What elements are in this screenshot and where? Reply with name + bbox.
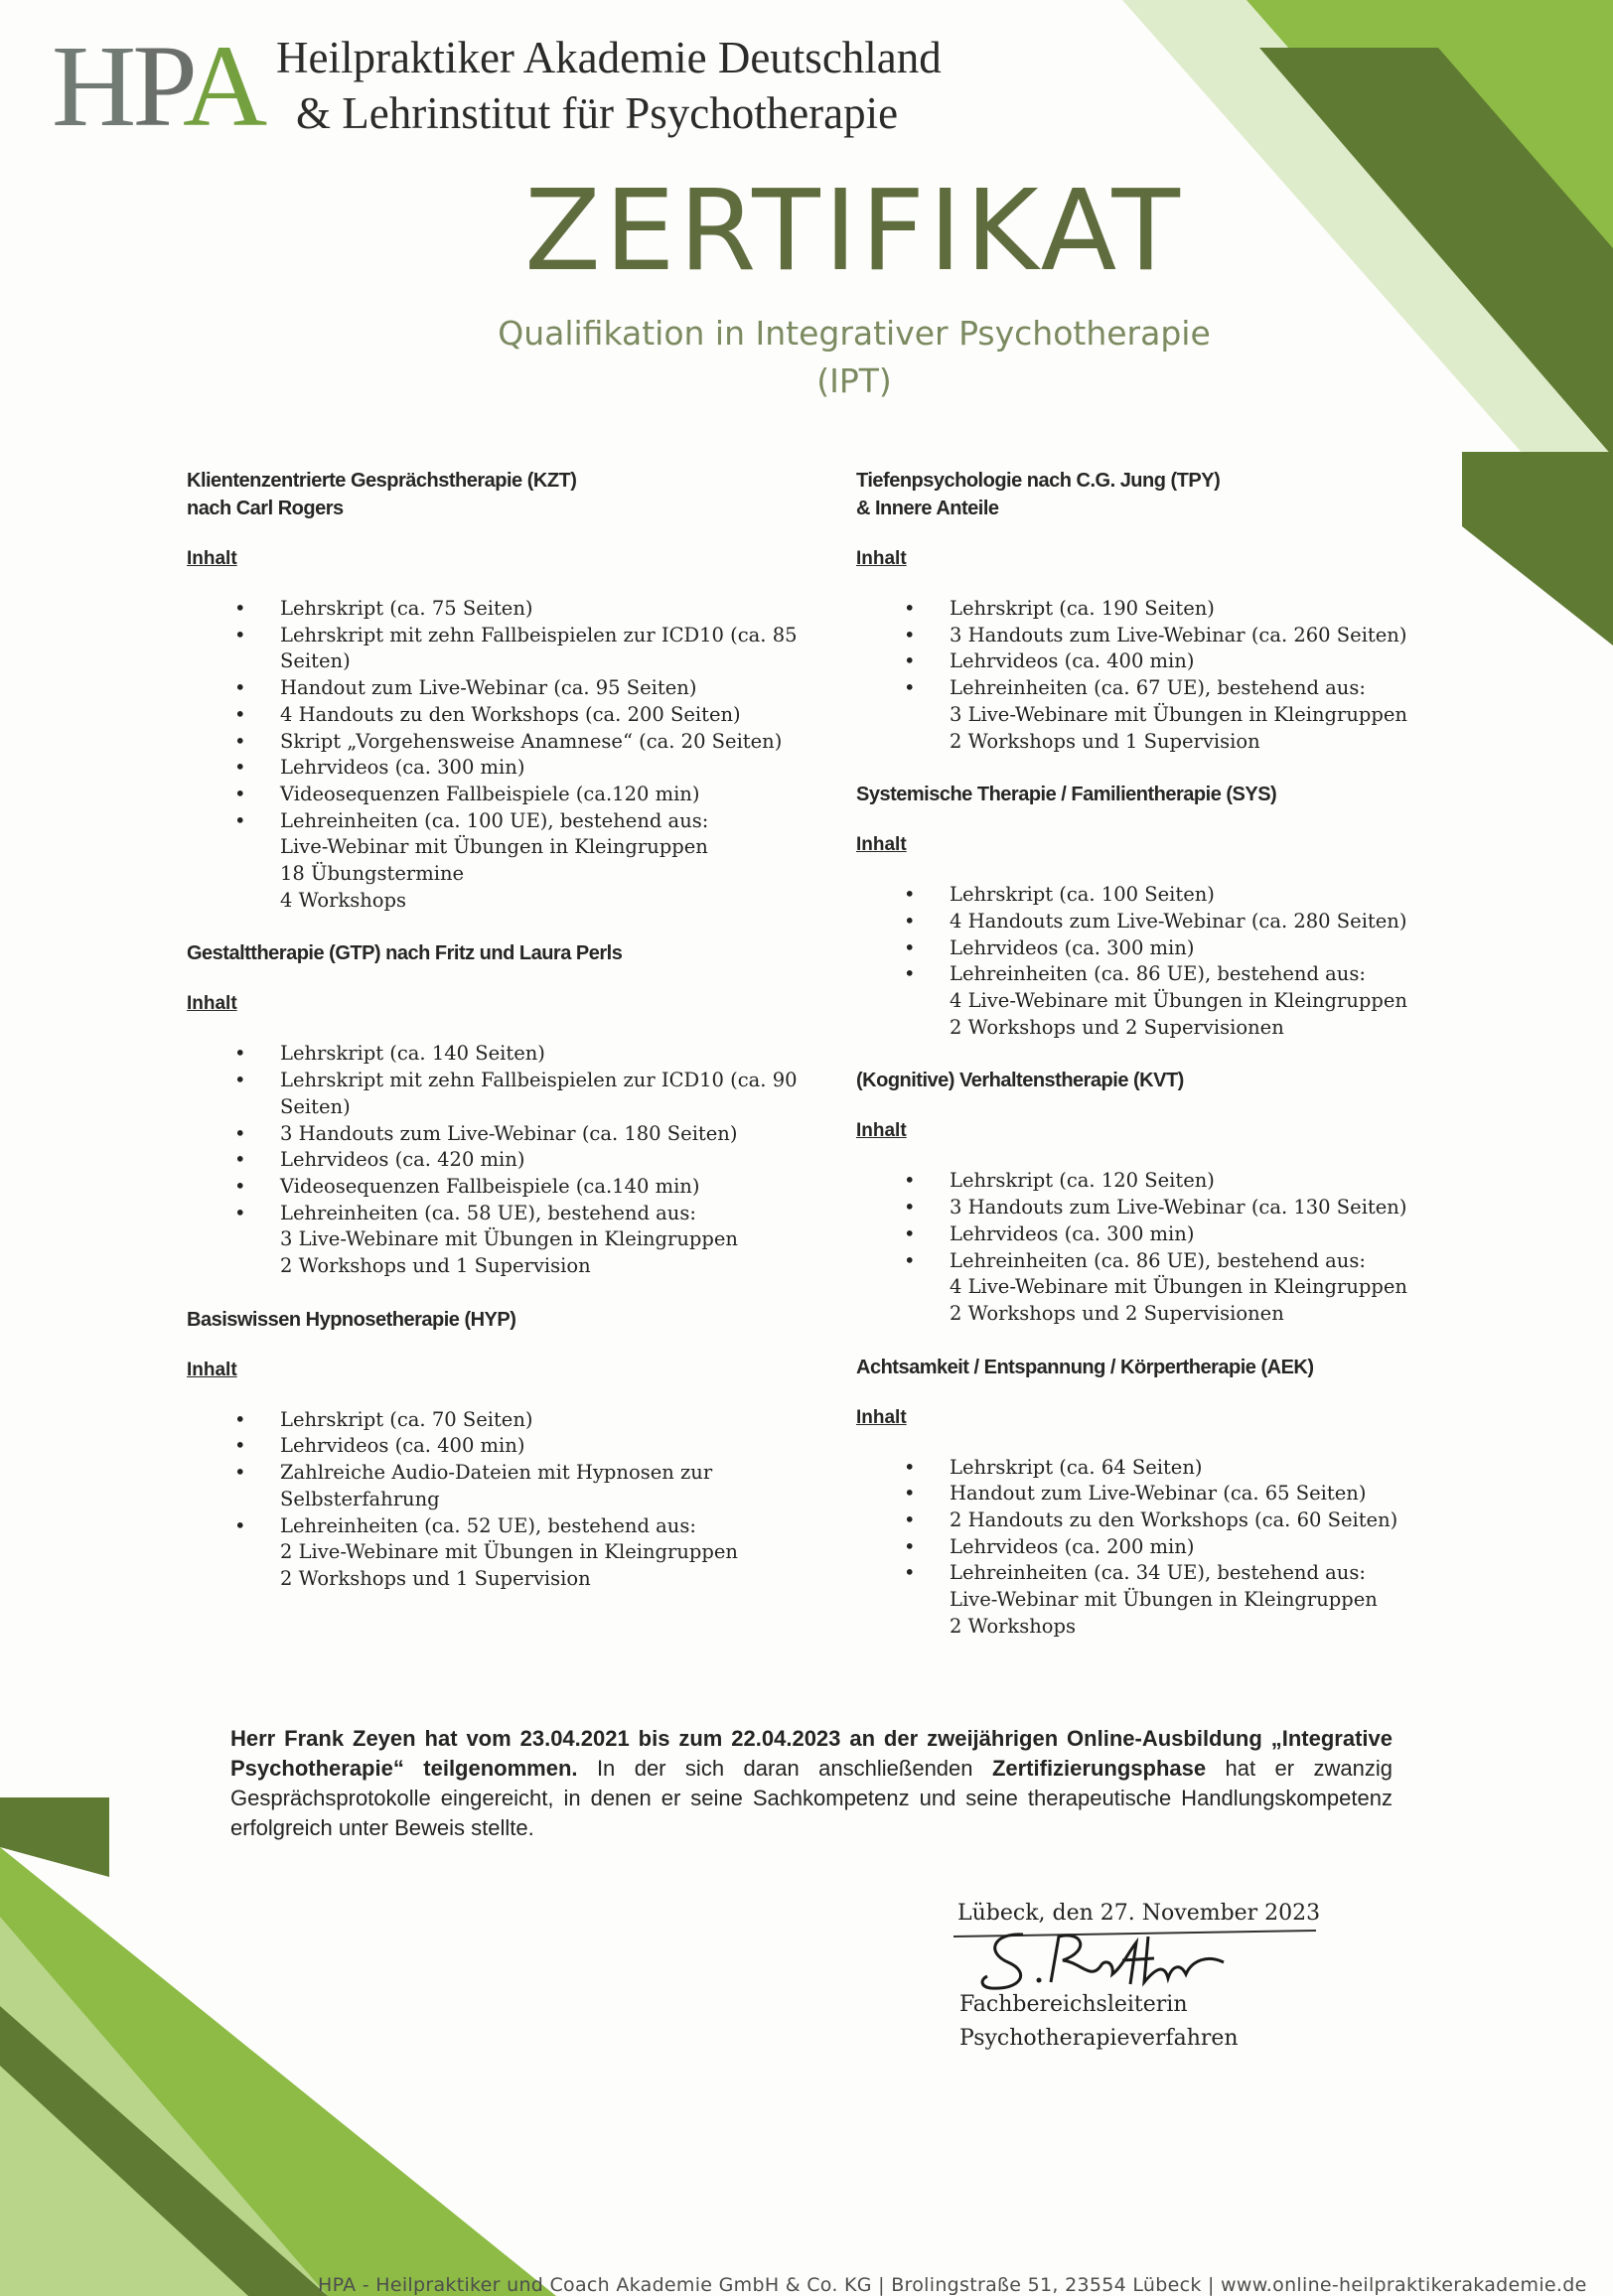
content-list	[856, 1168, 1492, 1327]
course-section-kzt	[187, 467, 822, 914]
content-label: Inhalt	[187, 993, 237, 1015]
list-item: • Lehreinheiten (ca. 67 UE), bestehend aus: 3 Live-Webinare mit Übungen in Kleingruppen 2 Workshops und 1 Supervision	[904, 676, 1407, 753]
footer-address: HPA - Heilpraktiker und Coach Akademie GmbH & Co. KG | Brolingstraße 51, 23554 Lübeck | www.online-heilpraktikerakademie.de	[318, 2274, 1587, 2296]
course-title: Systemische Therapie / Familientherapie (SYS)	[856, 784, 1277, 806]
list-item: • 3 Handouts zum Live-Webinar (ca. 180 Seiten)	[234, 1121, 738, 1145]
content-label: Inhalt	[187, 548, 237, 569]
list-item: • Lehreinheiten (ca. 100 UE), bestehend aus: Live-Webinar mit Übungen in Kleingruppen 18 Übungstermine 4 Workshops	[234, 808, 709, 912]
courses-left-column	[187, 467, 822, 1619]
list-item: • Lehreinheiten (ca. 34 UE), bestehend aus: Live-Webinar mit Übungen in Kleingruppen 2 Workshops	[904, 1561, 1378, 1638]
list-item: • Handout zum Live-Webinar (ca. 95 Seiten)	[234, 676, 697, 700]
hpa-logo-mark: HPA	[52, 21, 264, 151]
content-label: Inhalt	[856, 1120, 907, 1142]
course-title: Achtsamkeit / Entspannung / Körpertherapie (AEK)	[856, 1356, 1314, 1378]
list-item: • Lehrvideos (ca. 400 min)	[234, 1434, 525, 1458]
list-item: • 3 Handouts zum Live-Webinar (ca. 130 Seiten)	[904, 1196, 1407, 1220]
list-item: • Lehrskript (ca. 120 Seiten)	[904, 1169, 1215, 1193]
list-item: • 4 Handouts zum Live-Webinar (ca. 280 Seiten)	[904, 909, 1407, 933]
content-label: Inhalt	[856, 1406, 907, 1428]
list-item: • 4 Handouts zu den Workshops (ca. 200 Seiten)	[234, 702, 741, 726]
institute-name-line1: Heilpraktiker Akademie Deutschland	[276, 33, 942, 82]
course-title: Klientenzentrierte Gesprächstherapie (KZT) nach Carl Rogers	[187, 470, 577, 519]
content-list	[856, 1455, 1492, 1641]
list-item: • Lehrvideos (ca. 420 min)	[234, 1148, 525, 1172]
list-item: • Videosequenzen Fallbeispiele (ca.140 min)	[234, 1174, 700, 1198]
certificate-title: ZERTIFIKAT	[524, 167, 1184, 296]
completion-statement: Herr Frank Zeyen hat vom 23.04.2021 bis zum 22.04.2023 an der zweijährigen Online-Ausbildung „Integrative Psychotherapie“ teilgenommen. In der sich daran anschließenden Zertifizierungsphase hat er zwanzig Gesprächsprotokolle eingereicht, in denen er seine Sachkompetenz und seine therapeutische Handlungskompetenz erfolgreich unter Beweis stellte.	[230, 1726, 1393, 1840]
list-item: • Lehrskript mit zehn Fallbeispielen zur ICD10 (ca. 90 Seiten)	[234, 1069, 798, 1118]
content-list	[187, 1041, 822, 1279]
content-list	[856, 882, 1492, 1041]
course-section-hyp	[187, 1306, 822, 1593]
course-title: Tiefenpsychologie nach C.G. Jung (TPY) & Innere Anteile	[856, 470, 1221, 519]
course-section-gtp	[187, 939, 822, 1279]
list-item: • Lehrvideos (ca. 200 min)	[904, 1534, 1195, 1558]
content-list	[856, 596, 1492, 755]
list-item: • Lehrvideos (ca. 300 min)	[904, 935, 1195, 959]
list-item: • Lehreinheiten (ca. 86 UE), bestehend aus: 4 Live-Webinare mit Übungen in Kleingruppen 2 Workshops und 2 Supervisionen	[904, 1248, 1407, 1325]
course-section-kvt	[856, 1067, 1492, 1327]
content-list	[187, 596, 822, 914]
content-label: Inhalt	[187, 1359, 237, 1380]
list-item: • 2 Handouts zu den Workshops (ca. 60 Seiten)	[904, 1508, 1398, 1532]
list-item: • Lehrvideos (ca. 400 min)	[904, 649, 1195, 673]
list-item: • Handout zum Live-Webinar (ca. 65 Seiten)	[904, 1482, 1367, 1506]
list-item: • Lehrskript (ca. 75 Seiten)	[234, 597, 533, 620]
list-item: • Lehrskript mit zehn Fallbeispielen zur ICD10 (ca. 85 Seiten)	[234, 623, 798, 673]
list-item: • Videosequenzen Fallbeispiele (ca.120 min)	[234, 782, 700, 805]
list-item: • Lehrskript (ca. 140 Seiten)	[234, 1042, 545, 1066]
qualification-name: Qualifikation in Integrativer Psychotherapie	[498, 314, 1211, 353]
signatory-role: Fachbereichsleiterin Psychotherapieverfahren	[959, 1992, 1239, 2051]
list-item: • Lehrskript (ca. 190 Seiten)	[904, 597, 1215, 620]
course-title: Basiswissen Hypnosetherapie (HYP)	[187, 1308, 516, 1331]
course-section-tpy	[856, 467, 1492, 755]
course-title: Gestalttherapie (GTP) nach Fritz und Laura Perls	[187, 942, 623, 965]
list-item: • Lehreinheiten (ca. 52 UE), bestehend aus: 2 Live-Webinare mit Übungen in Kleingruppen 2 Workshops und 1 Supervision	[234, 1513, 738, 1590]
course-section-aek	[856, 1354, 1492, 1641]
list-item: • Lehrskript (ca. 70 Seiten)	[234, 1407, 533, 1431]
qualification-abbr: (IPT)	[816, 361, 892, 400]
institute-name-line2: & Lehrinstitut für Psychotherapie	[296, 88, 899, 138]
content-label: Inhalt	[856, 548, 907, 569]
list-item: • Lehreinheiten (ca. 86 UE), bestehend aus: 4 Live-Webinare mit Übungen in Kleingruppen 2 Workshops und 2 Supervisionen	[904, 962, 1407, 1039]
certificate-subtitle	[0, 310, 1613, 405]
content-list	[187, 1407, 822, 1593]
list-item: • 3 Handouts zum Live-Webinar (ca. 260 Seiten)	[904, 623, 1407, 646]
place-and-date: Lübeck, den 27. November 2023	[957, 1901, 1321, 1926]
list-item: • Skript „Vorgehensweise Anamnese“ (ca. 20 Seiten)	[234, 729, 783, 753]
list-item: • Zahlreiche Audio-Dateien mit Hypnosen zur Selbsterfahrung	[234, 1461, 713, 1510]
course-title: (Kognitive) Verhaltenstherapie (KVT)	[856, 1070, 1184, 1092]
list-item: • Lehreinheiten (ca. 58 UE), bestehend aus: 3 Live-Webinare mit Übungen in Kleingruppen 2 Workshops und 1 Supervision	[234, 1201, 738, 1278]
course-section-sys	[856, 781, 1492, 1041]
list-item: • Lehrvideos (ca. 300 min)	[234, 756, 525, 780]
list-item: • Lehrskript (ca. 64 Seiten)	[904, 1455, 1203, 1479]
list-item: • Lehrvideos (ca. 300 min)	[904, 1221, 1195, 1245]
courses-right-column	[856, 467, 1492, 1666]
content-label: Inhalt	[856, 834, 907, 856]
list-item: • Lehrskript (ca. 100 Seiten)	[904, 883, 1215, 907]
